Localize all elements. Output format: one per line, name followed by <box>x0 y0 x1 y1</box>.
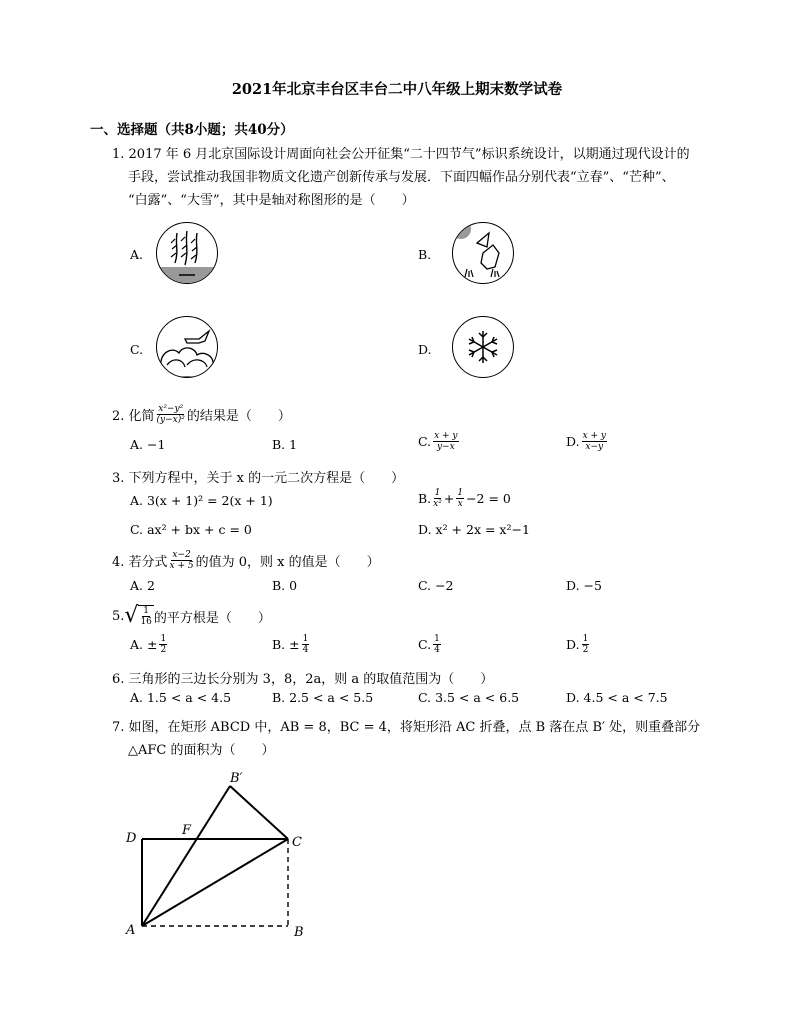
q5-option-a[interactable] <box>130 634 169 655</box>
q4-fraction <box>170 550 194 571</box>
q3-b-f2-num: 1 <box>457 488 464 498</box>
bird-cloud-icon <box>156 316 218 378</box>
label-f: F <box>182 823 192 838</box>
q1-option-d[interactable]: D. <box>418 342 432 357</box>
q6-option-b[interactable]: B. 2.5 < a < 5.5 <box>272 690 374 705</box>
q2-option-c-label: C. <box>418 434 432 449</box>
q1-option-c[interactable]: C. <box>130 342 144 357</box>
q4-option-a[interactable]: A. 2 <box>130 578 155 593</box>
q2-option-d-label: D. <box>566 434 580 449</box>
q2-option-d[interactable] <box>566 431 609 452</box>
segment-ac <box>142 839 288 926</box>
q5-option-b[interactable] <box>272 634 311 655</box>
q4-option-d[interactable]: D. −5 <box>566 578 602 593</box>
q5-b-num: 1 <box>302 634 309 644</box>
q3-option-b-label: B. <box>418 491 432 506</box>
q2-fraction <box>157 404 185 425</box>
q3-b-f1-num: 1 <box>434 488 441 498</box>
radical-sign-icon: √ <box>124 603 139 628</box>
q4-option-b[interactable]: B. 0 <box>272 578 298 593</box>
q6-option-a[interactable]: A. 1.5 < a < 4.5 <box>130 690 232 705</box>
q4-frac-den: x + 5 <box>169 561 194 571</box>
fold-diagram <box>120 766 320 946</box>
q2-option-b[interactable]: B. 1 <box>272 437 298 452</box>
page-title: 2021年北京丰台区丰台二中八年级上期末数学试卷 <box>231 81 563 98</box>
q7-line1: 7. 如图，在矩形 ABCD 中，AB = 8，BC = 4，将矩形沿 AC 折叠，点 B 落在点 B′ 处，则重叠部分 <box>112 720 701 735</box>
q5-pre: 5. <box>112 608 125 624</box>
spring-willow-icon <box>156 222 218 284</box>
label-b-prime: B′ <box>230 771 243 786</box>
q5-stem <box>112 605 271 627</box>
q5-d-den: 2 <box>582 645 589 655</box>
q6-option-c[interactable]: C. 3.5 < a < 6.5 <box>418 690 520 705</box>
q5-c-fraction <box>433 634 441 655</box>
q5-a-num: 1 <box>160 634 167 644</box>
q2-option-c-num: x + y <box>434 431 458 441</box>
q3-b-tail: −2 = 0 <box>466 491 511 506</box>
q5-rad-den: 16 <box>140 617 152 627</box>
q2-option-d-fraction <box>582 431 607 452</box>
q4-frac-num: x−2 <box>172 550 191 560</box>
q5-c-label: C. <box>418 637 432 652</box>
q5-rad-num: 1 <box>143 606 150 616</box>
q5-c-num: 1 <box>434 634 440 644</box>
segment-ab-prime <box>142 786 230 926</box>
section-heading: 一、选择题（共8小题；共40分） <box>90 122 294 138</box>
q2-post: 的结果是（ ） <box>186 409 291 424</box>
label-b: B <box>294 925 304 940</box>
q2-pre: 2. 化简 <box>112 409 155 424</box>
q1-line1: 1. 2017 年 6 月北京国际设计周面向社会公开征集“二十四节气”标识系统设计，以期通过现代设计的 <box>112 147 690 162</box>
q5-b-fraction <box>302 634 310 655</box>
q3-b-f2-den: x <box>457 499 463 509</box>
grain-ear-icon <box>452 222 514 284</box>
label-c: C <box>292 835 302 850</box>
q1-option-b[interactable]: B. <box>418 247 432 262</box>
q3-b-f1-den: x² <box>433 499 442 509</box>
q3-option-c[interactable]: C. ax² + bx + c = 0 <box>130 522 252 537</box>
q2-option-c[interactable] <box>418 431 461 452</box>
q2-option-c-den: y−x <box>436 442 455 452</box>
label-d: D <box>126 831 137 846</box>
q1-option-a[interactable]: A. <box>130 247 144 262</box>
q7-line2: △AFC 的面积为（ ） <box>128 743 275 758</box>
q5-a-fraction <box>159 634 167 655</box>
q2-option-d-num: x + y <box>582 431 606 441</box>
q5-d-num: 1 <box>582 634 589 644</box>
label-a: A <box>126 923 136 938</box>
q6-option-d[interactable]: D. 4.5 < a < 7.5 <box>566 690 668 705</box>
q3-option-a[interactable]: A. 3(x + 1)² = 2(x + 1) <box>130 493 273 508</box>
q5-d-fraction <box>582 634 590 655</box>
snowflake-icon <box>452 316 514 378</box>
q3-option-b-frac1 <box>433 488 442 509</box>
q4-post: 的值为 0，则 x 的值是（ ） <box>195 555 380 570</box>
q5-option-c[interactable] <box>418 634 443 655</box>
q2-option-a[interactable]: A. −1 <box>130 437 166 452</box>
q2-frac-num: x²−y² <box>158 404 184 414</box>
q4-stem <box>112 550 380 571</box>
q5-b-den: 4 <box>302 645 309 655</box>
q5-post: 的平方根是（ ） <box>153 610 271 626</box>
q5-c-den: 4 <box>434 645 440 655</box>
segment-b-prime-c <box>230 786 288 839</box>
q3-b-plus: + <box>443 491 455 506</box>
q3-option-b-frac2 <box>456 488 464 509</box>
q5-b-label: B. ± <box>272 637 300 652</box>
q2-stem <box>112 404 291 425</box>
q1-line3: “白露”、“大雪”，其中是轴对称图形的是（ ） <box>128 193 415 208</box>
q5-d-label: D. <box>566 637 580 652</box>
q1-line2: 手段，尝试推动我国非物质文化遗产创新传承与发展．下面四幅作品分别代表“立春”、“芒种”、 <box>128 170 675 185</box>
q3-option-d[interactable]: D. x² + 2x = x²−1 <box>418 522 530 537</box>
q6-stem: 6. 三角形的三边长分别为 3，8，2a，则 a 的取值范围为（ ） <box>112 672 494 687</box>
q2-option-d-den: x−y <box>585 442 604 452</box>
q5-sqrt-fraction <box>140 606 151 627</box>
q5-option-d[interactable] <box>566 634 591 655</box>
q2-frac-den: (y−x)² <box>156 415 185 425</box>
q5-a-den: 2 <box>160 645 167 655</box>
q4-pre: 4. 若分式 <box>112 555 168 570</box>
q3-stem: 3. 下列方程中，关于 x 的一元二次方程是（ ） <box>112 471 405 486</box>
q5-sqrt <box>124 605 153 627</box>
q4-option-c[interactable]: C. −2 <box>418 578 454 593</box>
q3-option-b[interactable] <box>418 488 511 509</box>
q5-a-label: A. ± <box>130 637 158 652</box>
q2-option-c-fraction <box>433 431 458 452</box>
